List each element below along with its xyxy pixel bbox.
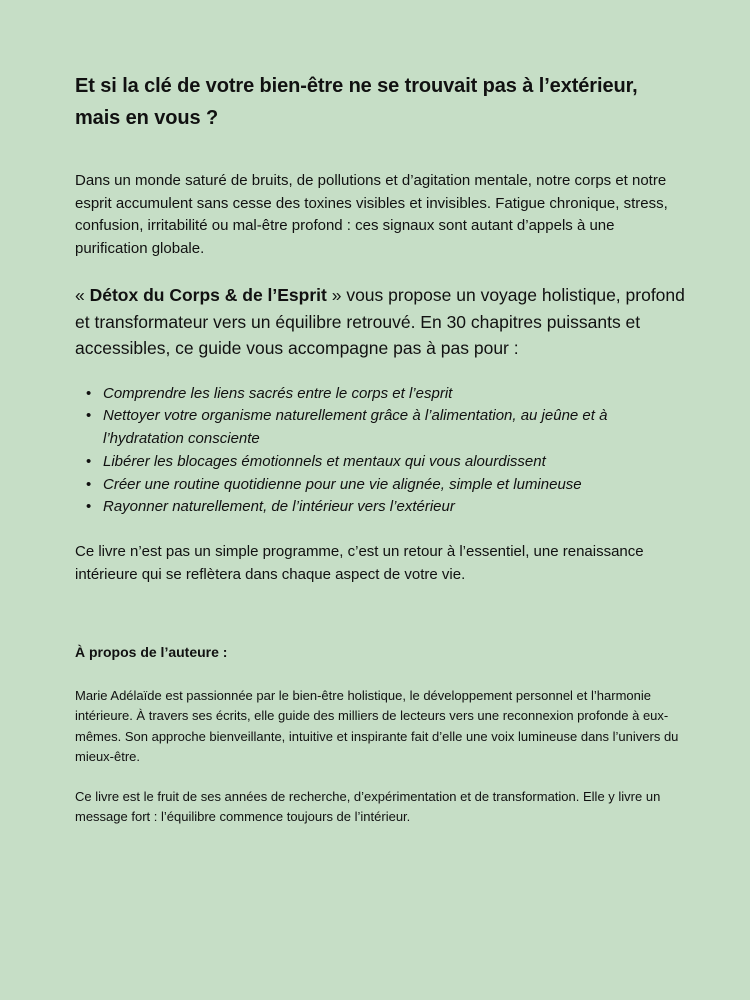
bullet-icon: • — [86, 498, 92, 516]
headline: Et si la clé de votre bien-être ne se trouvait pas à l’extérieur, mais en vous ? — [75, 75, 638, 129]
bullet-icon: • — [86, 475, 92, 493]
book-description — [75, 70, 685, 828]
bullet-icon: • — [86, 407, 92, 425]
benefit-item — [86, 451, 685, 474]
benefit-text: Comprendre les liens sacrés entre le corps et l’esprit — [103, 384, 453, 402]
benefit-item — [86, 496, 685, 519]
author-closing: Ce livre est le fruit de ses années de recherche, d’expérimentation et de transformation. Elle y livre un message fort : l’équilibre commence toujours de l’intérieur. — [75, 789, 661, 825]
author-heading: À propos de l’auteure : — [75, 644, 228, 661]
bullet-icon: • — [86, 384, 92, 402]
benefit-item — [86, 383, 685, 406]
benefit-text: Nettoyer votre organisme naturellement grâce à l’alimentation, au jeûne et à l’hydratation consciente — [103, 407, 608, 448]
pitch-text: » vous propose un voyage holistique, profond et transformateur vers un équilibre retrouvé. En 30 chapitres puissants et accessibles, ce guide vous accompagne pas à pas pour : — [75, 285, 685, 358]
benefit-item — [86, 474, 685, 497]
author-bio: Marie Adélaïde est passionnée par le bien-être holistique, le développement personnel et l’harmonie intérieure. À travers ses écrits, elle guide des milliers de lecteurs vers une reconnexion profonde à eux-mêmes. Son approche bienveillante, intuitive et inspirante fait d’elle une voix lumineuse dans l’univers du mieux-être. — [75, 688, 679, 764]
pitch-paragraph — [75, 282, 685, 362]
benefit-text: Rayonner naturellement, de l’intérieur vers l’extérieur — [103, 498, 455, 516]
book-title: Détox du Corps & de l’Esprit — [89, 285, 327, 305]
open-quote: « — [75, 285, 90, 305]
benefits-list — [75, 383, 685, 520]
benefit-text: Libérer les blocages émotionnels et mentaux qui vous alourdissent — [103, 452, 546, 470]
intro-paragraph: Dans un monde saturé de bruits, de pollutions et d’agitation mentale, notre corps et notre esprit accumulent sans cesse des toxines visibles et invisibles. Fatigue chronique, stress, confusion, irritabilité ou mal-être profond : ces signaux sont autant d’appels à une purification globale. — [75, 172, 668, 257]
benefit-item — [86, 405, 685, 451]
benefit-text: Créer une routine quotidienne pour une vie alignée, simple et lumineuse — [103, 475, 582, 493]
bullet-icon: • — [86, 452, 92, 470]
closing-paragraph: Ce livre n’est pas un simple programme, c’est un retour à l’essentiel, une renaissance intérieure qui se reflètera dans chaque aspect de votre vie. — [75, 543, 644, 583]
